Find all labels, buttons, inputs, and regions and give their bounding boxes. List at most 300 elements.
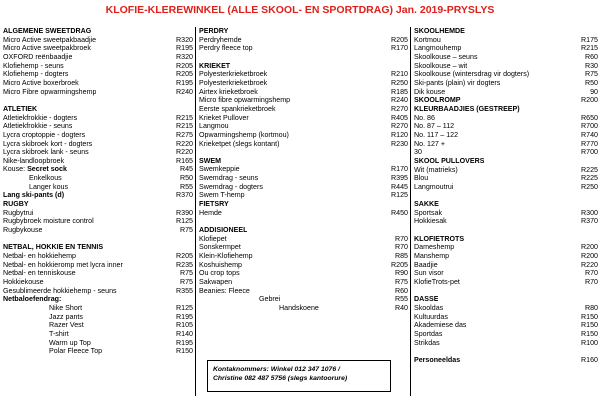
item-price: R250 xyxy=(581,182,598,191)
section-heading xyxy=(199,62,408,71)
spacer xyxy=(414,226,598,235)
item-label: Opwarmingshemp (kortmou) xyxy=(199,130,289,139)
item-price: R175 xyxy=(581,35,598,44)
price-row xyxy=(199,252,408,261)
item-price: R700 xyxy=(581,148,598,157)
price-list-2 xyxy=(196,27,410,313)
item-label: Hemde xyxy=(199,208,222,217)
item-price: R75 xyxy=(394,277,408,286)
item-price: R125 xyxy=(391,191,408,200)
section-heading xyxy=(414,27,598,36)
price-row xyxy=(3,313,193,322)
item-label: Gesublimeerde hokkiehemp - seuns xyxy=(3,286,117,295)
item-price: R220 xyxy=(176,139,193,148)
item-price: R75 xyxy=(179,269,193,278)
item-price: R200 xyxy=(581,243,598,252)
item-label: Razer Vest xyxy=(49,321,84,330)
item-price: R30 xyxy=(584,61,598,70)
item-label: Swemkeppie xyxy=(199,165,240,174)
item-price: R150 xyxy=(581,312,598,321)
item-price: R450 xyxy=(391,208,408,217)
spacer xyxy=(199,148,408,157)
item-label: Rugbykouse xyxy=(3,226,43,235)
item-price: R150 xyxy=(581,321,598,330)
item-price: R230 xyxy=(391,139,408,148)
item-price: R235 xyxy=(176,260,193,269)
price-list-3 xyxy=(411,27,600,365)
price-row xyxy=(414,313,598,322)
price-row xyxy=(199,261,408,270)
item-label: Hokkiesak xyxy=(414,217,447,226)
spacer xyxy=(3,96,193,105)
item-price: R70 xyxy=(584,269,598,278)
item-label: Skoolkouse – wit xyxy=(414,61,468,70)
item-price: R55 xyxy=(179,182,193,191)
item-label: Ski-pants (plain) vir dogters xyxy=(414,78,501,87)
price-row xyxy=(414,96,598,105)
item-label: Lycra skibroek kort - dogters xyxy=(3,139,93,148)
price-row xyxy=(199,209,408,218)
item-price: R200 xyxy=(581,252,598,261)
item-label: Atletiekfrokkie - dogters xyxy=(3,113,78,122)
item-price: R50 xyxy=(179,174,193,183)
item-price: R120 xyxy=(391,130,408,139)
section-heading xyxy=(414,157,598,166)
item-price: R195 xyxy=(176,312,193,321)
item-label: Personeeldas xyxy=(414,355,461,364)
item-price: R80 xyxy=(584,303,598,312)
item-price: R320 xyxy=(176,35,193,44)
item-label: Koshuishemp xyxy=(199,260,242,269)
item-label: 30 xyxy=(414,148,422,157)
item-label: Gebrei xyxy=(259,295,281,304)
item-price: R125 xyxy=(176,303,193,312)
section-heading xyxy=(199,157,408,166)
section-heading xyxy=(414,235,598,244)
item-label: Krieket Pullover xyxy=(199,113,249,122)
item-price: R205 xyxy=(176,61,193,70)
item-label: Klein-Klofiehemp xyxy=(199,252,253,261)
spacer xyxy=(199,217,408,226)
item-price: R770 xyxy=(581,139,598,148)
price-row xyxy=(414,44,598,53)
item-price: R205 xyxy=(391,260,408,269)
price-row xyxy=(199,88,408,97)
price-row xyxy=(414,209,598,218)
item-label: No. 87 – 112 xyxy=(414,122,455,131)
price-row xyxy=(3,79,193,88)
item-label: Langmoutrui xyxy=(414,182,454,191)
item-label: Langmou xyxy=(199,122,229,131)
item-price: R215 xyxy=(176,113,193,122)
item-price: R75 xyxy=(584,70,598,79)
price-row xyxy=(3,157,193,166)
item-price: R250 xyxy=(391,78,408,87)
item-price: R370 xyxy=(176,191,193,200)
price-row xyxy=(3,217,193,226)
item-label: Dik kouse xyxy=(414,87,446,96)
item-label: Baadjie xyxy=(414,260,438,269)
price-row xyxy=(3,140,193,149)
item-price: R355 xyxy=(176,286,193,295)
item-label: Klofiehemp - dogters xyxy=(3,70,69,79)
item-label: Klofiepet xyxy=(199,234,227,243)
price-row xyxy=(3,287,193,296)
item-label: Rugbytrui xyxy=(3,208,34,217)
item-label: SKOOLROMP xyxy=(414,96,461,105)
item-label: Lycra croptoppie - dogters xyxy=(3,130,86,139)
item-label: Skooldas xyxy=(414,303,444,312)
price-row xyxy=(199,44,408,53)
spacer xyxy=(414,347,598,356)
item-price: R185 xyxy=(391,87,408,96)
item-label: Kortmou xyxy=(414,35,441,44)
spacer xyxy=(3,235,193,244)
item-label: DASSE xyxy=(414,295,439,304)
item-label: KRIEKET xyxy=(199,61,231,70)
item-price: R240 xyxy=(391,96,408,105)
item-label: RUGBY xyxy=(3,200,29,209)
item-label-bold: Secret sock xyxy=(27,165,67,174)
price-row xyxy=(3,165,193,174)
item-label: Swemdrag - seuns xyxy=(199,174,259,183)
price-row xyxy=(3,304,193,313)
item-label: Strikdas xyxy=(414,338,440,347)
section-heading xyxy=(3,105,193,114)
price-row xyxy=(414,183,598,192)
item-label: Polyesterkrieketbroek xyxy=(199,70,268,79)
price-row xyxy=(414,122,598,131)
section-heading xyxy=(3,27,193,36)
section-heading xyxy=(199,226,408,235)
price-row xyxy=(414,321,598,330)
item-label: Sonskermpet xyxy=(199,243,241,252)
item-price: R445 xyxy=(391,182,408,191)
price-row xyxy=(3,53,193,62)
item-label: NETBAL, HOKKIE EN TENNIS xyxy=(3,243,104,252)
item-price: R160 xyxy=(581,355,598,364)
item-price: R275 xyxy=(176,130,193,139)
item-label: Kouse: Secret sock xyxy=(3,165,67,174)
price-row xyxy=(414,148,598,157)
price-row xyxy=(199,183,408,192)
section-heading xyxy=(3,243,193,252)
item-price: R215 xyxy=(581,44,598,53)
item-price: R240 xyxy=(176,87,193,96)
item-label: Langer kous xyxy=(29,182,69,191)
item-label: No. 127 + xyxy=(414,139,445,148)
price-row xyxy=(3,330,193,339)
item-price: R195 xyxy=(176,338,193,347)
price-row xyxy=(199,269,408,278)
item-price: R220 xyxy=(176,148,193,157)
price-row xyxy=(3,347,193,356)
item-label: Swem T-hemp xyxy=(199,191,245,200)
price-row xyxy=(414,114,598,123)
item-label: Kultuurdas xyxy=(414,312,448,321)
price-row xyxy=(414,36,598,45)
item-price: R405 xyxy=(391,113,408,122)
item-label: Perdryhemde xyxy=(199,35,242,44)
price-row xyxy=(199,122,408,131)
item-price: R75 xyxy=(179,278,193,286)
item-price: R150 xyxy=(176,347,193,356)
item-label: Langmouhemp xyxy=(414,44,462,53)
item-label: Wit (matrieks) xyxy=(414,165,458,174)
item-label: Klofiehemp - seuns xyxy=(3,61,64,70)
section-heading xyxy=(3,295,193,304)
price-row xyxy=(199,191,408,200)
item-price: R200 xyxy=(581,96,598,105)
price-row xyxy=(3,62,193,71)
item-label: Perdry fleece top xyxy=(199,44,253,53)
item-label: Skoolkouse – seuns xyxy=(414,52,478,61)
item-price: R270 xyxy=(391,104,408,113)
item-price: R40 xyxy=(394,303,408,312)
item-label: PERDRY xyxy=(199,27,229,35)
price-row xyxy=(414,70,598,79)
price-row xyxy=(3,191,193,200)
item-label: OXFORD reënbaadjie xyxy=(3,52,73,61)
section-heading xyxy=(414,200,598,209)
item-label: SKOOL PULLOVERS xyxy=(414,156,485,165)
price-row xyxy=(199,278,408,287)
price-row xyxy=(199,243,408,252)
item-price: R170 xyxy=(391,44,408,53)
item-price: R70 xyxy=(584,278,598,286)
item-price: R75 xyxy=(179,226,193,235)
item-price: R125 xyxy=(176,217,193,226)
item-price: R60 xyxy=(394,286,408,295)
item-label: Warm up Top xyxy=(49,338,91,347)
price-row xyxy=(199,70,408,79)
item-price: R215 xyxy=(176,122,193,131)
item-price: R90 xyxy=(394,269,408,278)
price-row xyxy=(199,165,408,174)
item-label: Sun visor xyxy=(414,269,444,278)
item-label: Nike-landloopbroek xyxy=(3,156,65,165)
price-list-1 xyxy=(0,27,195,356)
price-row xyxy=(199,235,408,244)
contact-box xyxy=(207,360,391,392)
price-row xyxy=(414,79,598,88)
price-row xyxy=(3,339,193,348)
price-row xyxy=(414,330,598,339)
spacer xyxy=(199,53,408,62)
contact-line-1: Kontaknommers: Winkel 012 347 1076 / xyxy=(213,366,340,373)
price-row xyxy=(199,131,408,140)
item-label: Micro Fibre opwarmingshemp xyxy=(3,87,97,96)
section-heading xyxy=(414,105,598,114)
price-row xyxy=(414,88,598,97)
item-label: Netbal- en hokkiehemp xyxy=(3,252,76,261)
item-label: Manshemp xyxy=(414,252,450,261)
price-row xyxy=(414,356,598,365)
item-price: R320 xyxy=(176,52,193,61)
item-label: Rugbybroek moisture control xyxy=(3,217,94,226)
item-label: ADDISIONEEL xyxy=(199,226,248,235)
item-label: Micro Active boxerbroek xyxy=(3,78,79,87)
price-row xyxy=(199,105,408,114)
item-label: Sportdas xyxy=(414,329,443,338)
price-row xyxy=(3,36,193,45)
price-row xyxy=(414,131,598,140)
price-row xyxy=(414,269,598,278)
section-heading xyxy=(414,295,598,304)
item-price: R650 xyxy=(581,113,598,122)
price-row xyxy=(414,166,598,175)
price-row xyxy=(414,339,598,348)
item-price: R740 xyxy=(581,130,598,139)
price-row xyxy=(414,304,598,313)
item-price: 90 xyxy=(590,87,598,96)
price-row xyxy=(414,217,598,226)
item-label: Krieketpet (slegs kontant) xyxy=(199,139,280,148)
item-price: R60 xyxy=(584,52,598,61)
item-price: R70 xyxy=(394,234,408,243)
price-row xyxy=(199,79,408,88)
item-label: Ou crop tops xyxy=(199,269,240,278)
column-1 xyxy=(0,27,195,396)
item-price: R395 xyxy=(391,174,408,183)
price-row xyxy=(199,295,408,304)
contact-line-2: Christine 082 487 5756 (slegs kantoorure) xyxy=(213,375,348,382)
price-row xyxy=(414,53,598,62)
item-price: R105 xyxy=(176,321,193,330)
item-price: R195 xyxy=(176,78,193,87)
item-label: Swemdrag - dogters xyxy=(199,182,263,191)
section-heading xyxy=(199,200,408,209)
item-label: Eerste spankrieketbroek xyxy=(199,104,276,113)
item-label: Hokkiekouse xyxy=(3,278,44,286)
item-label: FIETSRY xyxy=(199,200,229,209)
column-3 xyxy=(410,27,600,396)
item-label: ATLETIEK xyxy=(3,104,38,113)
item-price: R205 xyxy=(391,35,408,44)
item-label: SWEM xyxy=(199,156,222,165)
column-2 xyxy=(195,27,410,396)
item-label: SAKKE xyxy=(414,200,439,209)
item-label: T-shirt xyxy=(49,329,69,338)
price-row xyxy=(414,243,598,252)
price-row xyxy=(414,140,598,149)
item-label: KlofieTrots-pet xyxy=(414,278,460,286)
price-row xyxy=(199,96,408,105)
spacer xyxy=(414,287,598,296)
price-row xyxy=(3,183,193,192)
item-price: R85 xyxy=(394,252,408,261)
item-price: R700 xyxy=(581,122,598,131)
price-row xyxy=(3,278,193,287)
item-price: R55 xyxy=(394,295,408,304)
item-label: Akademiese das xyxy=(414,321,467,330)
item-label: Jazz pants xyxy=(49,312,83,321)
item-price: R45 xyxy=(179,165,193,174)
item-price: R170 xyxy=(391,165,408,174)
price-row xyxy=(199,287,408,296)
price-row xyxy=(3,114,193,123)
price-row xyxy=(199,304,408,313)
price-row xyxy=(3,44,193,53)
price-row xyxy=(3,88,193,97)
price-row xyxy=(414,278,598,287)
item-label: Dameshemp xyxy=(414,243,455,252)
item-price: R390 xyxy=(176,208,193,217)
item-label: Micro fibre opwarmingshemp xyxy=(199,96,291,105)
item-price: R165 xyxy=(176,156,193,165)
item-price: R225 xyxy=(581,165,598,174)
price-row xyxy=(414,62,598,71)
item-price: R70 xyxy=(394,243,408,252)
price-row xyxy=(3,321,193,330)
item-label: Airtex krieketbroek xyxy=(199,87,258,96)
item-price: R370 xyxy=(581,217,598,226)
item-label: SKOOLHEMDE xyxy=(414,27,465,35)
price-row xyxy=(199,36,408,45)
price-row xyxy=(3,122,193,131)
item-price: R225 xyxy=(581,174,598,183)
price-row xyxy=(3,269,193,278)
item-price: R270 xyxy=(391,122,408,131)
item-price: R205 xyxy=(176,252,193,261)
item-label: Netbal- en hokkieromp met lycra inner xyxy=(3,260,123,269)
section-heading xyxy=(3,200,193,209)
price-row xyxy=(3,261,193,270)
price-row xyxy=(3,252,193,261)
item-label: Lycra skibroek lank - seuns xyxy=(3,148,89,157)
price-row xyxy=(414,261,598,270)
item-label: No. 117 – 122 xyxy=(414,130,459,139)
item-label: Nike Short xyxy=(49,303,83,312)
price-row xyxy=(414,174,598,183)
item-label: Lang ski-pants (d) xyxy=(3,191,65,200)
price-row xyxy=(3,70,193,79)
section-heading xyxy=(199,27,408,36)
item-label: Blou xyxy=(414,174,429,183)
item-label: Atletiekfrokkie - seuns xyxy=(3,122,73,131)
item-label: Handskoene xyxy=(279,303,319,312)
item-label: Sportsak xyxy=(414,208,442,217)
item-price: R100 xyxy=(581,338,598,347)
item-label: ALGEMENE SWEETDRAG xyxy=(3,27,92,35)
price-row xyxy=(3,174,193,183)
price-row xyxy=(199,174,408,183)
item-price: R150 xyxy=(581,329,598,338)
item-label: Skoolkouse (wintersdrag vir dogters) xyxy=(414,70,530,79)
price-row xyxy=(199,140,408,149)
item-label: Beanies: Fleece xyxy=(199,286,250,295)
price-row xyxy=(3,131,193,140)
item-label: Polyesterkrieketbroek xyxy=(199,78,268,87)
item-price: R195 xyxy=(176,44,193,53)
item-price: R140 xyxy=(176,329,193,338)
page-title: KLOFIE-KLEREWINKEL (ALLE SKOOL- EN SPORTDRAG) Jan. 2019-PRYSLYS xyxy=(105,4,495,16)
item-label: Enkelkous xyxy=(29,174,62,183)
price-row xyxy=(3,226,193,235)
item-label: No. 86 xyxy=(414,113,435,122)
item-label: KLEURBAADJIES (GESTREEP) xyxy=(414,104,520,113)
price-row xyxy=(3,209,193,218)
price-row xyxy=(3,148,193,157)
item-label: Micro Active sweetpakbaadjie xyxy=(3,35,97,44)
item-label: Sakwapen xyxy=(199,277,233,286)
spacer xyxy=(414,191,598,200)
item-price: R220 xyxy=(581,260,598,269)
item-price: R50 xyxy=(584,78,598,87)
item-label: Polar Fleece Top xyxy=(49,347,103,356)
item-label: Micro Active sweetpakbroek xyxy=(3,44,91,53)
item-label: Netbal- en tenniskouse xyxy=(3,269,76,278)
